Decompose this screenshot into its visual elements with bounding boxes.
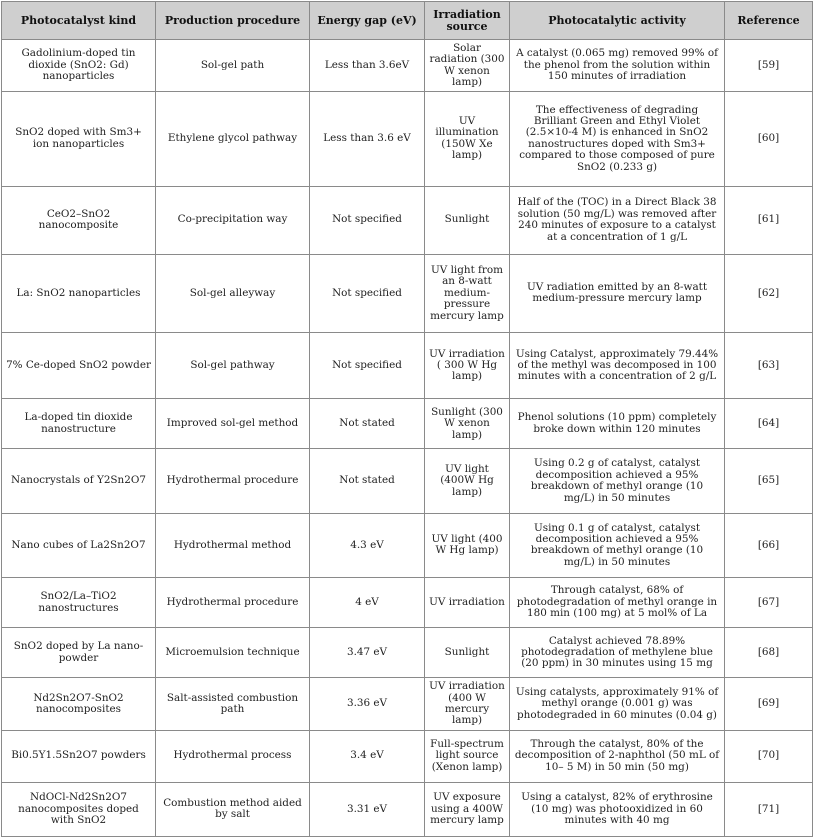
cell-irradiation: Sunlight xyxy=(425,628,510,678)
cell-reference: [70] xyxy=(725,730,813,782)
header-reference: Reference xyxy=(725,2,813,40)
cell-irradiation: UV light (400 W Hg lamp) xyxy=(425,513,510,577)
cell-energy-gap: 3.4 eV xyxy=(310,730,425,782)
cell-procedure: Hydrothermal method xyxy=(156,513,310,577)
cell-photocatalyst: 7% Ce-doped SnO2 powder xyxy=(2,333,156,399)
table-row xyxy=(2,92,813,186)
cell-reference: [64] xyxy=(725,399,813,449)
cell-reference: [67] xyxy=(725,577,813,627)
cell-photocatalyst: Bi0.5Y1.5Sn2O7 powders xyxy=(2,730,156,782)
cell-reference: [62] xyxy=(725,254,813,332)
cell-energy-gap: Not stated xyxy=(310,399,425,449)
cell-activity: Using catalysts, approximately 91% of methyl orange (0.001 g) was photodegraded in 60 minutes (0.04 g) xyxy=(510,678,725,730)
cell-photocatalyst: La-doped tin dioxide nanostructure xyxy=(2,399,156,449)
table-row xyxy=(2,449,813,513)
photocatalyst-table xyxy=(1,1,813,837)
cell-photocatalyst: CeO2–SnO2 nanocomposite xyxy=(2,186,156,254)
table-row xyxy=(2,399,813,449)
cell-activity: Through catalyst, 68% of photodegradation of methyl orange in 180 min (100 mg) at 5 mol% of La xyxy=(510,577,725,627)
cell-irradiation: UV exposure using a 400W mercury lamp xyxy=(425,782,510,836)
cell-photocatalyst: La: SnO2 nanoparticles xyxy=(2,254,156,332)
cell-activity: The effectiveness of degrading Brilliant Green and Ethyl Violet (2.5×10-4 M) is enhanced in SnO2 nanostructures doped with Sm3+ compared to those composed of pure SnO2 (0.233 g) xyxy=(510,92,725,186)
cell-procedure: Hydrothermal procedure xyxy=(156,577,310,627)
cell-energy-gap: 3.31 eV xyxy=(310,782,425,836)
cell-procedure: Sol-gel path xyxy=(156,40,310,92)
cell-procedure: Ethylene glycol pathway xyxy=(156,92,310,186)
cell-activity: Half of the (TOC) in a Direct Black 38 solution (50 mg/L) was removed after 240 minutes of exposure to a catalyst at a concentration of 1 g/L xyxy=(510,186,725,254)
cell-energy-gap: 4 eV xyxy=(310,577,425,627)
header-energy-gap: Energy gap (eV) xyxy=(310,2,425,40)
table-row xyxy=(2,254,813,332)
cell-activity: UV radiation emitted by an 8-watt medium-pressure mercury lamp xyxy=(510,254,725,332)
table-row xyxy=(2,628,813,678)
cell-photocatalyst: Gadolinium-doped tin dioxide (SnO2: Gd) nanoparticles xyxy=(2,40,156,92)
cell-irradiation: Sunlight (300 W xenon lamp) xyxy=(425,399,510,449)
cell-energy-gap: Less than 3.6 eV xyxy=(310,92,425,186)
cell-activity: Phenol solutions (10 ppm) completely broke down within 120 minutes xyxy=(510,399,725,449)
table-row xyxy=(2,730,813,782)
cell-reference: [61] xyxy=(725,186,813,254)
cell-photocatalyst: Nano cubes of La2Sn2O7 xyxy=(2,513,156,577)
header-photocatalyst-kind: Photocatalyst kind xyxy=(2,2,156,40)
cell-photocatalyst: SnO2 doped by La nano-powder xyxy=(2,628,156,678)
cell-energy-gap: Not specified xyxy=(310,254,425,332)
cell-energy-gap: Not specified xyxy=(310,186,425,254)
cell-activity: A catalyst (0.065 mg) removed 99% of the phenol from the solution within 150 minutes of irradiation xyxy=(510,40,725,92)
cell-energy-gap: 3.36 eV xyxy=(310,678,425,730)
cell-reference: [68] xyxy=(725,628,813,678)
header-photocatalytic-activity: Photocatalytic activity xyxy=(510,2,725,40)
table-row xyxy=(2,577,813,627)
cell-reference: [59] xyxy=(725,40,813,92)
table-row xyxy=(2,678,813,730)
cell-reference: [66] xyxy=(725,513,813,577)
cell-procedure: Hydrothermal process xyxy=(156,730,310,782)
cell-irradiation: UV irradiation (400 W mercury lamp) xyxy=(425,678,510,730)
cell-irradiation: UV irradiation ( 300 W Hg lamp) xyxy=(425,333,510,399)
header-irradiation-source: Irradiation source xyxy=(425,2,510,40)
header-row xyxy=(2,2,813,40)
cell-energy-gap: Not stated xyxy=(310,449,425,513)
cell-photocatalyst: Nd2Sn2O7-SnO2 nanocomposites xyxy=(2,678,156,730)
cell-photocatalyst: SnO2 doped with Sm3+ ion nanoparticles xyxy=(2,92,156,186)
table-row xyxy=(2,40,813,92)
cell-activity: Using 0.1 g of catalyst, catalyst decomposition achieved a 95% breakdown of methyl orange (10 mg/L) in 50 minutes xyxy=(510,513,725,577)
cell-procedure: Co-precipitation way xyxy=(156,186,310,254)
cell-energy-gap: Not specified xyxy=(310,333,425,399)
cell-irradiation: Full-spectrum light source (Xenon lamp) xyxy=(425,730,510,782)
cell-irradiation: UV illumination (150W Xe lamp) xyxy=(425,92,510,186)
cell-photocatalyst: Nanocrystals of Y2Sn2O7 xyxy=(2,449,156,513)
cell-procedure: Hydrothermal procedure xyxy=(156,449,310,513)
cell-reference: [63] xyxy=(725,333,813,399)
cell-reference: [65] xyxy=(725,449,813,513)
table-row xyxy=(2,782,813,836)
cell-activity: Using 0.2 g of catalyst, catalyst decomposition achieved a 95% breakdown of methyl orange (10 mg/L) in 50 minutes xyxy=(510,449,725,513)
cell-reference: [69] xyxy=(725,678,813,730)
cell-reference: [60] xyxy=(725,92,813,186)
cell-energy-gap: 3.47 eV xyxy=(310,628,425,678)
cell-photocatalyst: SnO2/La–TiO2 nanostructures xyxy=(2,577,156,627)
cell-procedure: Sol-gel pathway xyxy=(156,333,310,399)
table-row xyxy=(2,186,813,254)
cell-photocatalyst: NdOCl-Nd2Sn2O7 nanocomposites doped with SnO2 xyxy=(2,782,156,836)
cell-procedure: Improved sol-gel method xyxy=(156,399,310,449)
cell-procedure: Combustion method aided by salt xyxy=(156,782,310,836)
cell-reference: [71] xyxy=(725,782,813,836)
cell-activity: Through the catalyst, 80% of the decomposition of 2-naphthol (50 mL of 10– 5 M) in 50 min (50 mg) xyxy=(510,730,725,782)
header-production-procedure: Production procedure xyxy=(156,2,310,40)
cell-procedure: Salt-assisted combustion path xyxy=(156,678,310,730)
cell-irradiation: Solar radiation (300 W xenon lamp) xyxy=(425,40,510,92)
cell-irradiation: Sunlight xyxy=(425,186,510,254)
cell-activity: Catalyst achieved 78.89% photodegradation of methylene blue (20 ppm) in 30 minutes using 15 mg xyxy=(510,628,725,678)
cell-procedure: Sol-gel alleyway xyxy=(156,254,310,332)
cell-activity: Using a catalyst, 82% of erythrosine (10 mg) was photooxidized in 60 minutes with 40 mg xyxy=(510,782,725,836)
cell-activity: Using Catalyst, approximately 79.44% of the methyl was decomposed in 100 minutes with a concentration of 2 g/L xyxy=(510,333,725,399)
cell-irradiation: UV irradiation xyxy=(425,577,510,627)
table-row xyxy=(2,333,813,399)
cell-energy-gap: Less than 3.6eV xyxy=(310,40,425,92)
cell-irradiation: UV light from an 8-watt medium-pressure mercury lamp xyxy=(425,254,510,332)
cell-procedure: Microemulsion technique xyxy=(156,628,310,678)
cell-irradiation: UV light (400W Hg lamp) xyxy=(425,449,510,513)
cell-energy-gap: 4.3 eV xyxy=(310,513,425,577)
table-row xyxy=(2,513,813,577)
